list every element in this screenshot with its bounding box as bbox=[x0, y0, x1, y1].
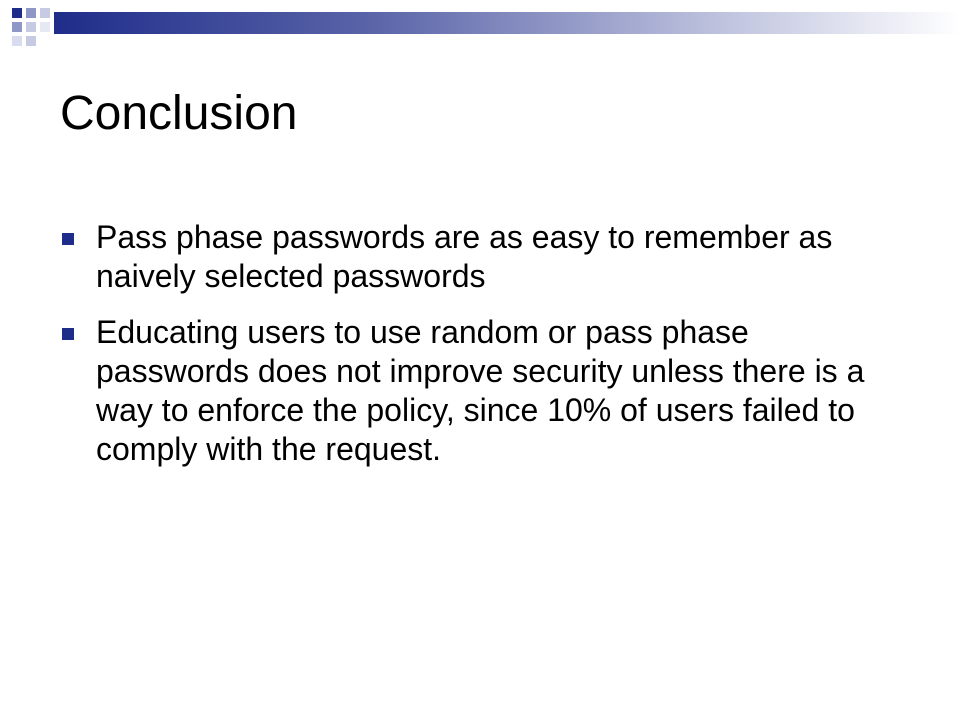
bullet-text: Educating users to use random or pass phase passwords does not improve security unless there is a way to enforce the policy, since 10% of users failed to comply with the request. bbox=[96, 314, 865, 467]
decorative-square bbox=[40, 8, 50, 18]
slide-title: Conclusion bbox=[60, 87, 298, 140]
decorative-square bbox=[26, 8, 36, 18]
decorative-square bbox=[12, 8, 22, 18]
bullet-item bbox=[62, 218, 882, 296]
decorative-square bbox=[26, 36, 36, 46]
square-bullet-icon bbox=[62, 328, 74, 340]
bullet-list bbox=[62, 218, 882, 486]
decorative-square bbox=[12, 22, 22, 32]
decorative-square bbox=[26, 22, 36, 32]
square-bullet-icon bbox=[62, 233, 74, 245]
decorative-square bbox=[12, 36, 22, 46]
decorative-square bbox=[40, 22, 50, 32]
header-gradient-bar bbox=[54, 12, 960, 34]
bullet-item bbox=[62, 313, 882, 469]
bullet-text: Pass phase passwords are as easy to remember as naively selected passwords bbox=[96, 219, 833, 294]
